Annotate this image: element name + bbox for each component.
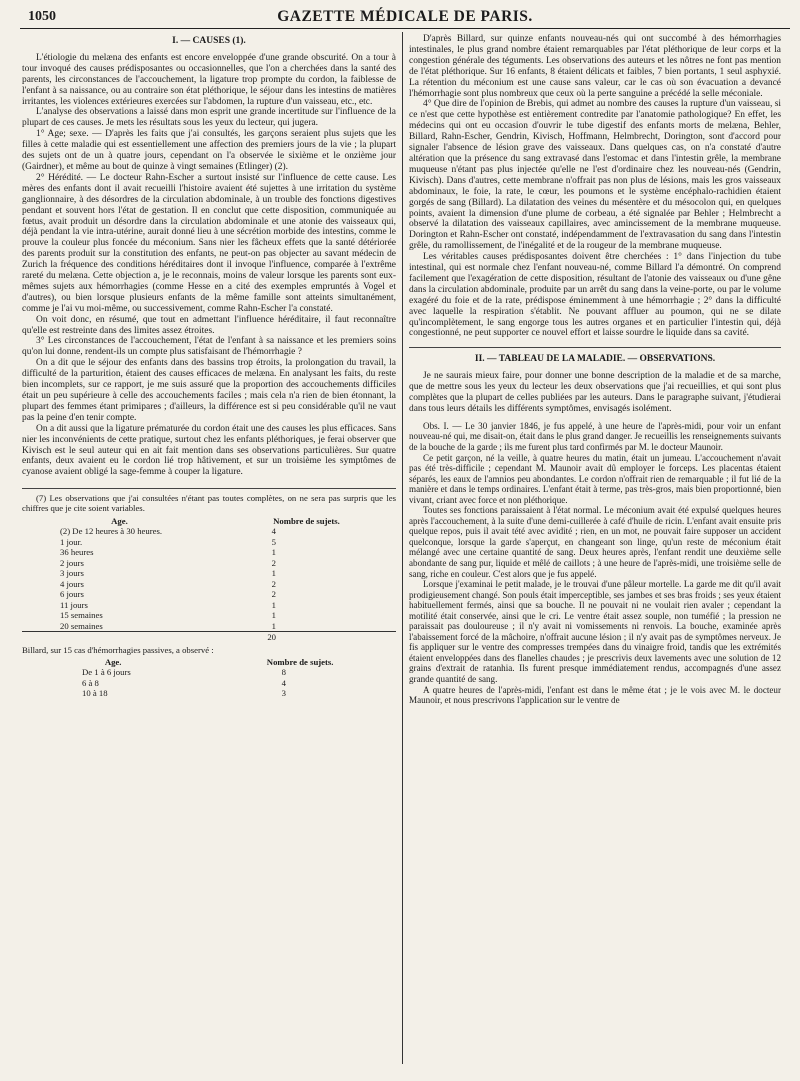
footnote: (7) Les observations que j'ai consultées n'étant pas toutes complètes, on ne sera pas surpris que les chiffres que je cite soient variables.: [22, 493, 396, 514]
paragraph: 4° Que dire de l'opinion de Brebis, qui admet au nombre des causes la rupture d'un vaisseau, si ce n'est que cette hypothèse est entièrement contredite par l'anatomie pathologique? En effet, les médecins qui ont eu occasion d'ouvrir le tube digestif des enfants morts de melæna, Behler, Billard, Rahn-Escher, Gendrin, Kivisch, Hoffmann, Helmbrecht, Dorington, sont d'accord pour signaler l'absence de lésion grave des vaisseaux. Dans quelques cas, on n'a constaté d'autre altération que la présence du sang extravasé dans l'estomac et dans l'intestin grêle, la membrane muqueuse n'étant pas plus injectée qu'elle ne l'est d'ordinaire chez les nouveau-nés (Gendrin, Kivisch). Dans d'autres, cette membrane n'offrait pas non plus de lésions, mais les gros vaisseaux abdominaux, le foie, la rate, le cœur, les poumons et le système encéphalo-rachidien étaient gorgés de sang (Billard). La dilatation des veines du mésentère et du mésocolon qui, en quelques points, avaient la dimension d'une plume de corbeau, a été signalée par Behler ; Helmbrecht a observé la dilatation des vaisseaux capillaires, avec amincissement de la membrane muqueuse. Dorington et Rahn-Escher ont constaté, indépendamment de l'extravasation du sang dans l'intestin grêle, du ramollissement, de l'inégalité et de la rougeur de la membrane muqueuse.: [409, 99, 781, 252]
left-column: [22, 34, 396, 701]
observation-paragraph: Obs. I. — Le 30 janvier 1846, je fus appelé, à une heure de l'après-midi, pour voir un enfant nouveau-né qui, me disait-on, était dans le plus grand danger. Je recueillis les renseignements suivants de la bouche de la garde ; ils me furent plus tard confirmés par M. le docteur Maunoir.: [409, 420, 781, 452]
table-header-age: Age.: [104, 656, 122, 667]
paragraph: 3° Les circonstances de l'accouchement, l'état de l'enfant à sa naissance et les premiers soins qu'on lui donne, rendent-ils un compte plus satisfaisant de l'hémorrhagie ?: [22, 336, 396, 358]
table-header-count: Nombre de sujets.: [273, 515, 340, 526]
observation-paragraph: Ce petit garçon, né la veille, à quatre heures du matin, était un jumeau. L'accouchement n'avait pas été très-difficile ; cependant M. Maunoir avait dû employer le forceps. Les placentas étaient séparés, les eaux de l'amnios peu abondantes. Le cordon n'offrait rien de remarquable ; il fut lié de la manière et dans le temps ordinaires. L'enfant était à terme, pas très-gros, mais bien proportionné, bien vivant, criant avec force et non pléthorique.: [409, 452, 781, 505]
observation-paragraph: Lorsque j'examinai le petit malade, je le trouvai d'une pâleur mortelle. La garde me dit qu'il avait prodigieusement changé. Son pouls était imperceptible, ses jambes et ses bras froids ; ses yeux étaient habituellement fermés, ainsi que sa bouche. Il ne pouvait ni ne voulait rien avaler ; cependant la motilité était conservée, ainsi que le cri. Le ventre était assez souple, non tuméfié ; la pression ne paraissait pas douloureuse ; il n'y avait ni vomissements ni renvois. La bouche, examinée après l'abaissement forcé de la mâchoire, n'offrait aucune lésion ; il n'y avait pas de symptômes nerveux. Je fis appliquer sur le ventre des compresses trempées dans du vinaigre froid, tandis que les extrémités étaient enveloppées dans des flanelles chaudes ; je prescrivis deux lavements avec une solution de 12 grains d'extrait de ratanhia. Ils furent presque immédiatement rendus, accompagnés d'une assez grande quantité de sang.: [409, 579, 781, 685]
paragraph: L'analyse des observations a laissé dans mon esprit une grande incertitude sur l'influence de la plupart de ces causes. Je mets les résultats sous les yeux du lecteur, qui jugera.: [22, 107, 396, 129]
paragraph: Les véritables causes prédisposantes doivent être cherchées : 1° dans l'injection du tube intestinal, qui est normale chez l'enfant nouveau-né, comme Billard l'a démontré. On comprend facilement que l'exagération de cette disposition, résultant de l'atonie des vaisseaux ou d'une gêne dans la circulation abdominale, produite par un arrêt du sang dans la veine-porte, ou par le volume exagéré du foie et de la rate, prédispose éminemment à une hémorrhagie ; 2° dans la difficulté avec laquelle la respiration s'établit. Ne pouvant affluer au poumon, qui ne se dilate qu'incomplètement, le sang engorge tous les autres organes et en particulier l'intestin qui, déjà congestionné, ne peut supporter ce nouvel effort et laisse sourdre le liquide dans sa cavité.: [409, 252, 781, 339]
observation-paragraph: Toutes ses fonctions paraissaient à l'état normal. Le méconium avait été expulsé quelques heures après l'accouchement, à la suite d'une demi-cuillerée à café d'huile de ricin. L'enfant avait ensuite pris quelque repos, puis il avait tété avec avidité ; rien, en un mot, ne pouvait faire supposer un accident quelconque, lorsque la garde s'aperçut, en changeant son linge, qu'un reste de méconium était mélangé avec une certaine quantité de sang. Deux heures après, l'enfant rendit une deuxième selle abondante de sang pur, liquide et mêlé de caillots ; à une heure de l'après-midi, une troisième selle de sang, riche en couleur. C'est alors que je fus appelé.: [409, 505, 781, 579]
paragraph: On a dit que le séjour des enfants dans des bassins trop étroits, la prolongation du travail, la difficulté de la parturition, étaient des causes efficaces de melæna. En analysant les faits, du reste bien incomplets, sur ce rapport, je me suis assuré que la proportion des accouchements difficiles était un peu supérieure à celle des accouchements faciles ; mais cela n'a rien de bien étonnant, la plupart des femmes étant primipares ; d'ailleurs, la différence est si peu considérable qu'il ne vaut pas la peine d'en tenir compte.: [22, 358, 396, 423]
billard-intro: Billard, sur 15 cas d'hémorrhagies passives, a observé :: [22, 644, 214, 655]
table-row: (2) De 12 heures à 30 heures. 4: [60, 526, 276, 537]
table-header-age: Age.: [111, 515, 128, 526]
observation-paragraph: A quatre heures de l'après-midi, l'enfant est dans le même état ; je le vois avec M. le docteur Maunoir, et nous prescrivons l'application sur le ventre de: [409, 684, 781, 706]
table-row: 2 jours 2: [60, 557, 276, 568]
age-table: [22, 516, 396, 643]
paragraph: 2° Hérédité. — Le docteur Rahn-Escher a surtout insisté sur l'influence de cette cause. Les mères des enfants dont il avait recueilli l'histoire avaient été sujettes à une irritation du système ganglionnaire, à des désordres de la circulation abdominale, à un trouble des fonctions digestives pendant et souvent hors l'état de gestation. Il en conclut que cette disposition, communiquée au fœtus, avait produit un désordre dans la circulation abdominale et une atonie des vaisseaux qui, déjà pendant la vie intra-utérine, aurait donné lieu à une sécrétion morbide des intestins, comme le prouve la couleur plus foncée du méconium. Sans nier les fâcheux effets que la santé détériorée des parents produit sur la constitution des enfants, ne peut-on pas objecter au savant médecin de Zurich la fréquence des conditions héréditaires dont il invoque l'influence, comparée à l'extrême rareté du melæna. Cette objection a, je le reconnais, moins de valeur lorsque les parents sont eux-mêmes sujets aux hémorrhagies (comme Hesse en a cité des exemples empruntés à Vogel et d'autres), ou bien lorsque plusieurs enfants de la même famille sont atteints simultanément, comme je l'ai vu moi-même, ou successivement, comme Rahn-Escher l'a constaté.: [22, 172, 396, 314]
paragraph: 1° Age; sexe. — D'après les faits que j'ai consultés, les garçons seraient plus sujets que les filles à cette maladie qui est essentiellement une affection des premiers jours de la vie ; la plupart des sujets ont de un à quatre jours, cependant on l'a observée le sixième et le onzième jour (Gairdner), et même au bout de quinze à vingt semaines (Etlinger) (2).: [22, 129, 396, 172]
table-row: 4 jours 2: [60, 578, 276, 589]
table-row: 6 jours 2: [60, 589, 276, 600]
page-header: [20, 6, 790, 29]
column-divider: [402, 32, 403, 1064]
paragraph: D'après Billard, sur quinze enfants nouveau-nés qui ont succombé à des hémorrhagies intestinales, le plus grand nombre étaient remarquables par l'état pléthorique de leur corps et la congestion générale des téguments. Les observations des auteurs et les nôtres ne font pas mention de l'état pléthorique. Sur 16 enfants, 8 étaient délicats et faibles, 7 bien portants, 1 seul asphyxié. La rétention du méconium est une cause sans valeur, car le cas où son évacuation a devancé l'hémorrhagie sont plus nombreux que ceux où la perte sanguine a précédé la selle méconiale.: [409, 34, 781, 99]
table-row: 6 à 8 4: [82, 677, 286, 688]
section-rule: [409, 347, 781, 348]
table-row: 1 jour. 5: [60, 536, 276, 547]
table-total: 20: [217, 632, 396, 643]
table-row: 15 semaines 1: [60, 610, 276, 621]
table-header-count: Nombre de sujets.: [266, 656, 334, 667]
table-row: 3 jours 1: [60, 568, 276, 579]
paragraph: L'étiologie du melæna des enfants est encore enveloppée d'une grande obscurité. On a tour à tour invoqué des causes prédisposantes ou occasionnelles, que l'on a cherchées dans la santé des parents, les circonstances de l'accouchement, la ligature trop prompte du cordon, la faiblesse de l'enfant à sa naissance, ou au contraire son état pléthorique, le séjour dans les intestins de matières irritantes, les violences extérieures exercées sur l'abdomen, la rupture d'un vaisseau, etc., etc.: [22, 52, 396, 107]
table-total-row: [22, 632, 396, 643]
section-heading-tableau: II. — TABLEAU DE LA MALADIE. — OBSERVATIONS.: [474, 354, 716, 365]
table-row: 10 à 18 3: [82, 688, 286, 699]
paragraph: On voit donc, en résumé, que tout en admettant l'influence héréditaire, il faut reconnaître qu'elle est restreinte dans des limites assez étroites.: [22, 314, 396, 336]
right-column: [409, 34, 781, 706]
journal-title: GAZETTE MÉDICALE DE PARIS.: [277, 8, 533, 25]
section-heading-causes: I. — CAUSES (1).: [172, 36, 246, 46]
table-row: 11 jours 1: [60, 599, 276, 610]
billard-table: [22, 657, 396, 699]
table-row: 20 semaines 1: [60, 620, 276, 631]
paragraph: Je ne saurais mieux faire, pour donner une bonne description de la maladie et de sa marche, que de mettre sous les yeux du lecteur les deux observations que j'ai recueillies, et qui sont plus complètes que la plupart de celles publiées par les auteurs. Dans le paragraphe suivant, j'étudierai dans tous leurs détails les différents symptômes, envisagés isolément.: [409, 371, 781, 414]
paragraph: On a dit aussi que la ligature prématurée du cordon était une des causes les plus efficaces. Sans nier les inconvénients de cette pratique, surtout chez les enfants pléthoriques, je ferai observer que Kivisch est le seul auteur qui en ait fait mention dans ses observations particulières. Sur quatre enfants, deux avaient eu le cordon lié trop hâtivement, et sur un troisième les symptômes de cyanose avaient obligé la sage-femme à couper la ligature.: [22, 423, 396, 478]
page-number: 1050: [28, 9, 56, 24]
footnote-rule: [22, 488, 396, 489]
table-row: 36 heures 1: [60, 547, 276, 558]
table-row: De 1 à 6 jours 8: [82, 667, 286, 678]
